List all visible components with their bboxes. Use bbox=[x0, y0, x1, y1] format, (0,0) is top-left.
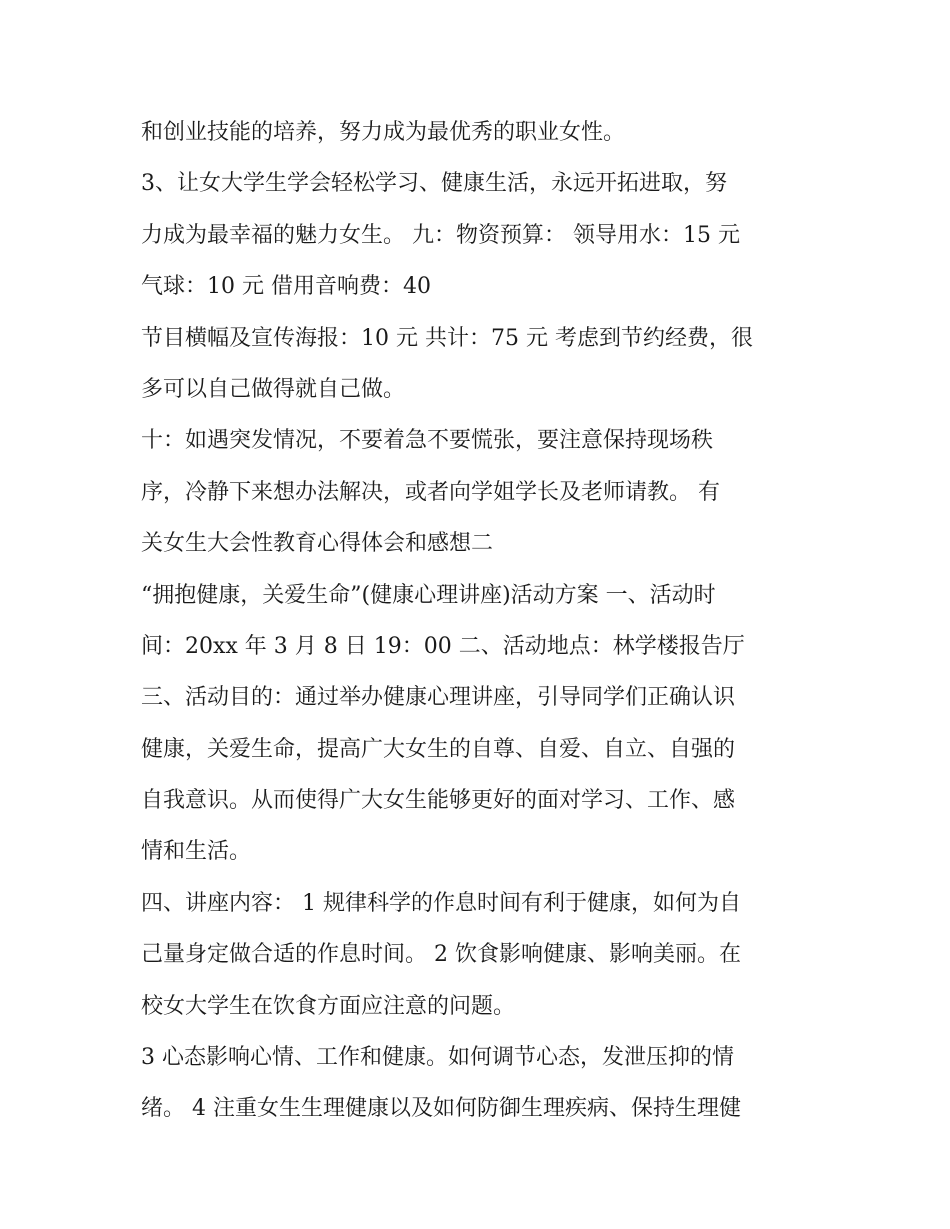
document-body bbox=[141, 107, 831, 1135]
text-line: 校女大学生在饮食方面应注意的问题。 bbox=[141, 993, 516, 1019]
text-line: 和创业技能的培养，努力成为最优秀的职业女性。 bbox=[141, 120, 626, 145]
text-line: 3 心态影响心情、工作和健康。如何调节心态，发泄压抑的情 bbox=[141, 1045, 734, 1071]
text-line: 三、活动目的：通过举办健康心理讲座，引导同学们正确认识 bbox=[141, 685, 736, 711]
text-line: 健康，关爱生命，提高广大女生的自尊、自爱、自立、自强的 bbox=[141, 736, 736, 762]
text-line: 气球：10 元 借用音响费：40 bbox=[141, 274, 431, 300]
text-line: 力成为最幸福的魅力女生。 九：物资预算： 领导用水：15 元 bbox=[141, 222, 740, 248]
text-line: 多可以自己做得就自己做。 bbox=[141, 376, 406, 402]
text-line: 间：20xx 年 3 月 8 日 19：00 二、活动地点：林学楼报告厅 bbox=[141, 633, 745, 659]
text-line: 绪。 4 注重女生生理健康以及如何防御生理疾病、保持生理健 bbox=[141, 1096, 741, 1122]
text-line: 3、让女大学生学会轻松学习、健康生活，永远开拓进取，努 bbox=[141, 171, 727, 197]
text-line: 十：如遇突发情况，不要着急不要慌张，要注意保持现场秩 bbox=[141, 428, 714, 454]
text-line: 序，冷静下来想办法解决，或者向学姐学长及老师请教。 有 bbox=[141, 479, 720, 505]
text-line: 关女生大会性教育心得体会和感想二 bbox=[141, 531, 494, 557]
text-line: 己量身定做合适的作息时间。 2 饮食影响健康、影响美丽。在 bbox=[141, 942, 741, 968]
text-line: 情和生活。 bbox=[141, 839, 252, 865]
text-line: 四、讲座内容： 1 规律科学的作息时间有利于健康，如何为自 bbox=[141, 890, 741, 916]
text-line: 自我意识。从而使得广大女生能够更好的面对学习、工作、感 bbox=[141, 788, 736, 814]
text-line: “拥抱健康，关爱生命”(健康心理讲座)活动方案 一、活动时 bbox=[141, 582, 716, 608]
text-line: 节目横幅及宣传海报：10 元 共计：75 元 考虑到节约经费，很 bbox=[141, 325, 753, 351]
